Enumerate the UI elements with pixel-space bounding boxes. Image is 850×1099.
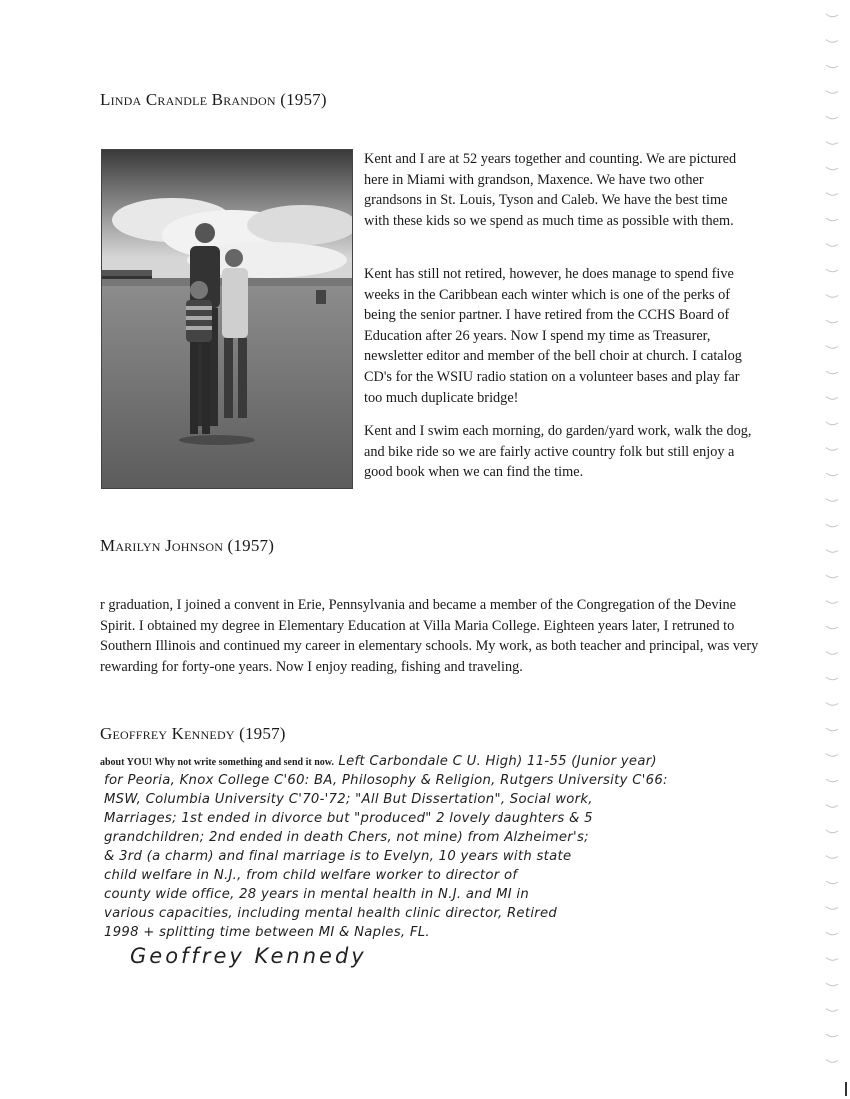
edge-curl-mark — [826, 1060, 838, 1063]
edge-curl-mark — [826, 499, 838, 502]
linda-paragraph-2: Kent has still not retired, however, he does manage to spend five weeks in the Caribbean each winter which is one of the perks of being the senior partner. I have retired from the CCHS Board of Education after 26 years. Now I spend my time as Treasurer, newsletter editor and member of the bell choir at church. I catalog CD's for the WSIU radio station on a volunteer bases and play far too much duplicate bridge! — [364, 266, 742, 406]
edge-curl-mark — [826, 677, 838, 680]
edge-curl-mark — [826, 881, 838, 884]
handwritten-text: Left Carbondale C U. High) 11-55 (Junior year) — [338, 754, 657, 769]
edge-curl-mark — [826, 142, 838, 145]
edge-curl-mark — [826, 856, 838, 859]
edge-curl-mark — [826, 1009, 838, 1012]
binder-edge-marks — [822, 0, 850, 1099]
family-photo — [101, 149, 353, 489]
edge-mark — [845, 1082, 847, 1096]
edge-curl-mark — [826, 40, 838, 43]
handwritten-line-10: 1998 + splitting time between MI & Naples, FL. — [104, 925, 430, 940]
edge-curl-mark — [826, 269, 838, 272]
handwritten-line-4: Marriages; 1st ended in divorce but "produced" 2 lovely daughters & 5 — [104, 811, 593, 826]
edge-curl-mark — [826, 218, 838, 221]
edge-curl-mark — [826, 550, 838, 553]
section-heading-geoffrey: Geoffrey Kennedy (1957) — [100, 724, 286, 743]
signature: Geoffrey Kennedy — [130, 944, 367, 968]
edge-curl-mark — [826, 371, 838, 374]
edge-curl-mark — [826, 346, 838, 349]
edge-curl-mark — [826, 958, 838, 961]
edge-curl-mark — [826, 422, 838, 425]
edge-curl-mark — [826, 805, 838, 808]
edge-curl-mark — [826, 779, 838, 782]
printed-prompt: about YOU! Why not write something and send it now. — [100, 757, 334, 768]
edge-curl-mark — [826, 167, 838, 170]
edge-curl-mark — [826, 703, 838, 706]
edge-curl-mark — [826, 932, 838, 935]
edge-curl-mark — [826, 830, 838, 833]
linda-paragraph-3: Kent and I swim each morning, do garden/yard work, walk the dog, and bike ride so we are fairly active country folk but still enjoy a good book when we can find the time. — [364, 423, 752, 481]
edge-curl-mark — [826, 524, 838, 527]
edge-curl-mark — [826, 320, 838, 323]
section-heading-linda: Linda Crandle Brandon (1957) — [100, 90, 327, 109]
handwritten-line-2: for Peoria, Knox College C'60: BA, Philosophy & Religion, Rutgers University C'66: — [104, 773, 668, 788]
edge-curl-mark — [826, 295, 838, 298]
edge-curl-mark — [826, 601, 838, 604]
edge-curl-mark — [826, 575, 838, 578]
handwritten-line-9: various capacities, including mental health clinic director, Retired — [104, 906, 558, 921]
edge-curl-mark — [826, 907, 838, 910]
handwritten-line-6: & 3rd (a charm) and final marriage is to Evelyn, 10 years with state — [104, 849, 572, 864]
linda-paragraph-1: Kent and I are at 52 years together and counting. We are pictured here in Miami with grandson, Maxence. We have two other grandsons in St. Louis, Tyson and Caleb. We have the best time with these kids so we spend as much time as possible with them. — [364, 151, 737, 229]
edge-curl-mark — [826, 652, 838, 655]
marilyn-paragraph: r graduation, I joined a convent in Erie, Pennsylvania and became a member of the Congregation of the Devine Spirit. I obtained my degree in Elementary Education at Villa Maria College. Eighteen years later, I retruned to Southern Illinois and continued my career in elementary schools. My work, as both teacher and principal, was very rewarding for forty-one years. Now I enjoy reading, fishing and traveling. — [100, 597, 759, 675]
edge-curl-mark — [826, 14, 838, 17]
edge-curl-mark — [826, 448, 838, 451]
edge-curl-mark — [826, 116, 838, 119]
edge-curl-mark — [826, 728, 838, 731]
edge-curl-mark — [826, 91, 838, 94]
edge-curl-mark — [826, 65, 838, 68]
edge-curl-mark — [826, 983, 838, 986]
edge-curl-mark — [826, 754, 838, 757]
handwritten-line-7: child welfare in N.J., from child welfare worker to director of — [104, 868, 518, 883]
edge-curl-mark — [826, 397, 838, 400]
edge-curl-mark — [826, 473, 838, 476]
handwritten-line-3: MSW, Columbia University C'70-'72; "All But Dissertation", Social work, — [104, 792, 593, 807]
edge-curl-mark — [826, 1034, 838, 1037]
handwritten-line-8: county wide office, 28 years in mental health in N.J. and MI in — [104, 887, 530, 902]
handwritten-line-5: grandchildren; 2nd ended in death Chers, not mine) from Alzheimer's; — [104, 830, 589, 845]
edge-curl-mark — [826, 193, 838, 196]
handwritten-line-1 — [100, 752, 657, 772]
edge-curl-mark — [826, 244, 838, 247]
section-heading-marilyn: Marilyn Johnson (1957) — [100, 536, 275, 555]
edge-curl-mark — [826, 626, 838, 629]
